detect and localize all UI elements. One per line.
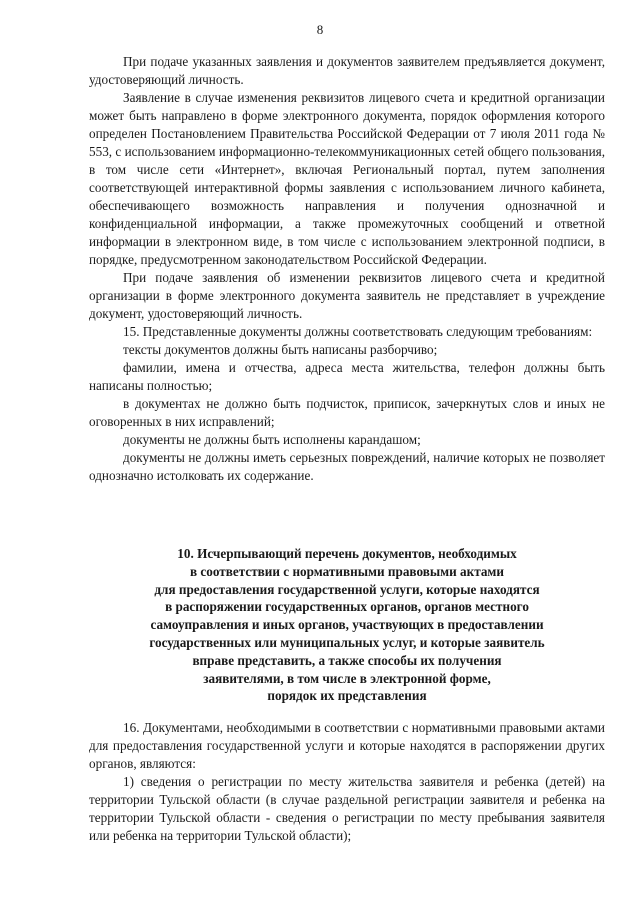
section-heading-line: вправе представить, а также способы их получения (192, 652, 502, 668)
section-heading-line: в соответствии с нормативными правовыми актами (189, 563, 505, 579)
paragraph: документы не должны быть исполнены карандашом; (123, 432, 421, 447)
body-text-top (89, 53, 605, 485)
paragraph: Заявление в случае изменения реквизитов лицевого счета и кредитной организации может быть направлено в форме электронного документа, порядок оформления которого определен Постановлением Правительства Российской Федерации от 7 июля 2011 года № 553, с использованием информационно-телекоммуникационных сетей общего пользования, в том числе сети «Интернет», включая Региональный портал, путем заполнения соответствующей интерактивной формы заявления с использованием личного кабинета, обеспечивающего возможность направления и получения однозначной и конфиденциальной информации, а также промежуточных сообщений и ответной информации в электронном виде, в том числе с использованием электронной подписи, в порядке, предусмотренном законодательством Российской Федерации. (89, 90, 605, 267)
section-heading-line: самоуправления и иных органов, участвующих в предоставлении (150, 617, 544, 633)
section-heading-line: государственных или муниципальных услуг, и которые заявитель (149, 634, 545, 650)
paragraph: 15. Представленные документы должны соответствовать следующим требованиям: (123, 324, 593, 339)
section-heading (89, 545, 605, 705)
page-number: 8 (316, 22, 324, 37)
paragraph: При подаче указанных заявления и документов заявителем предъявляется документ, удостоверяющий личность. (89, 54, 605, 87)
section-heading-line: порядок их представления (267, 688, 427, 704)
section-heading-line: в распоряжении государственных органов, органов местного (165, 599, 529, 615)
section-heading-line: для предоставления государственной услуги, которые находятся (154, 581, 540, 597)
paragraph: тексты документов должны быть написаны разборчиво; (123, 342, 438, 357)
paragraph: документы не должны иметь серьезных повреждений, наличие которых не позволяет однозначно истолковать их содержание. (89, 450, 605, 483)
paragraph: 1) сведения о регистрации по месту жительства заявителя и ребенка (детей) на территории Тульской области (в случае раздельной регистрации заявителя и ребенка на территории Тульской области - сведения о регистрации по месту пребывания заявителя или ребенка на территории Тульской области); (89, 774, 605, 843)
body-text-bottom (89, 719, 605, 845)
paragraph: фамилии, имена и отчества, адреса места жительства, телефон должны быть написаны полностью; (89, 360, 605, 393)
paragraph: 16. Документами, необходимыми в соответствии с нормативными правовыми актами для предоставления государственной услуги и которые находятся в распоряжении других органов, являются: (89, 720, 605, 771)
paragraph: в документах не должно быть подчисток, приписок, зачеркнутых слов и иных не оговоренных в них исправлений; (89, 396, 605, 429)
section-heading-line: 10. Исчерпывающий перечень документов, необходимых (177, 546, 517, 561)
section-heading-line: заявителями, в том числе в электронной форме, (203, 670, 491, 686)
paragraph: При подаче заявления об изменении реквизитов лицевого счета и кредитной организации в форме электронного документа заявитель не представляет в учреждение документ, удостоверяющий личность. (89, 270, 605, 321)
